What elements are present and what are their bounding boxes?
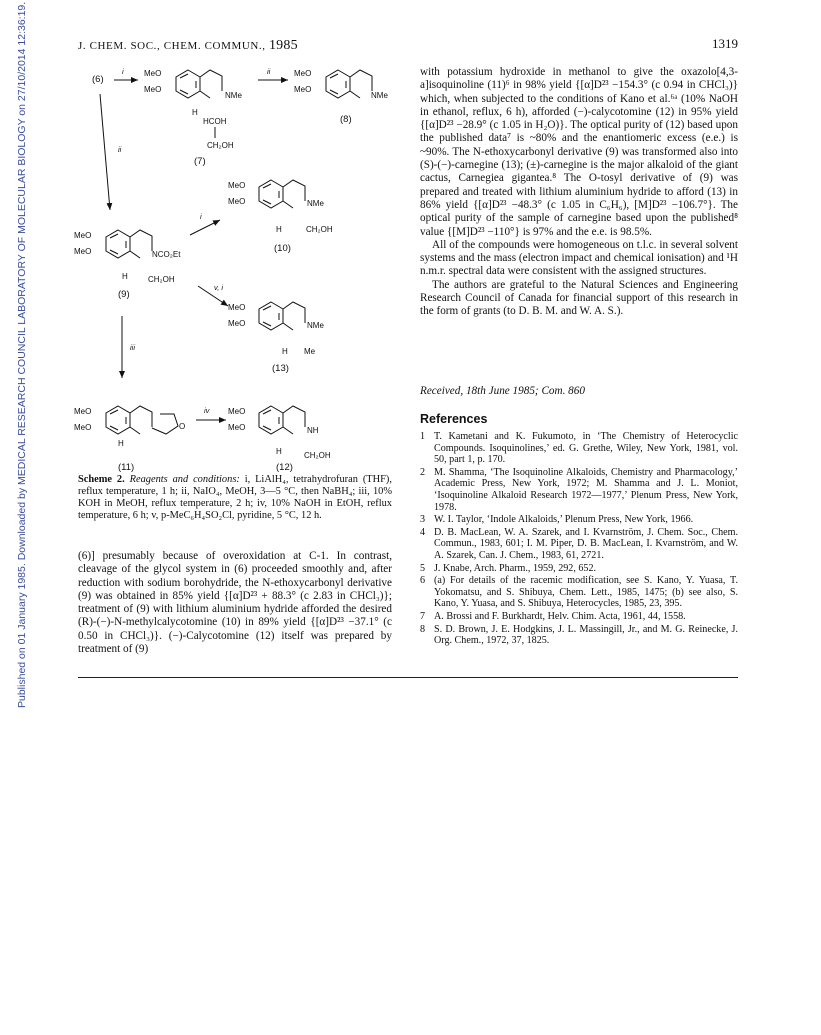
reference-item: 3 W. I. Taylor, ‘Indole Alkaloids,’ Plenum Press, New York, 1966. [420, 514, 694, 526]
scheme-drawing [70, 60, 400, 475]
group-nh-12: NH [307, 426, 319, 435]
reference-item: 7 A. Brossi and F. Burkhardt, Helv. Chim. Acta, 1961, 44, 1558. [420, 610, 686, 622]
bottom-rule [78, 677, 738, 678]
compound-label-6: (6) [92, 74, 104, 85]
group-nco2et-9: NCO₂Et [152, 250, 181, 259]
reagent-v-i: v, i [214, 283, 224, 292]
reagent-iii: iii [130, 343, 135, 352]
body-paragraph-right-2: All of the compounds were homogeneous on t.l.c. in several solvent systems and the mass (electron impact and chemical ionisation) and ¹H n.m.r. spectral data were consistent with the assigned structures. [420, 238, 738, 278]
scheme-caption [78, 474, 392, 522]
compound-label-7: (7) [194, 156, 206, 167]
isoquinoline-11 [106, 406, 152, 434]
arrow-9-to-13 [198, 286, 228, 306]
left-column-body [78, 550, 392, 656]
download-watermark [4, 1, 28, 708]
isoquinoline-9 [106, 230, 152, 258]
compound-label-13: (13) [272, 363, 289, 374]
group-meo-9a: MeO [74, 231, 92, 240]
download-note: Published on 01 January 1985. Downloaded by MEDICAL RESEARCH COUNCIL LABORATORY OF MOLECULAR BIOLOGY on 27/10/2014 12:36:19. [16, 1, 28, 708]
body-paragraph-right-3: The authors are grateful to the Natural Sciences and Engineering Research Council of Canada for financial support of this research in the form of grants (to D. B. M. and W. A. S.). [420, 278, 738, 318]
group-meo-10b: MeO [228, 197, 246, 206]
group-o-11: O [179, 422, 186, 431]
compound-label-10: (10) [274, 243, 291, 254]
caption-title: Reagents and conditions: [129, 474, 240, 485]
group-ch2oh-10: CH₂OH [306, 225, 333, 234]
group-meo-13a: MeO [228, 303, 246, 312]
group-h-9: H [122, 272, 128, 281]
references-heading: References [420, 412, 488, 426]
group-h-11: H [118, 439, 124, 448]
caption-text: i, LiAlH₄, tetrahydrofuran (THF), reflux temperature, 1 h; ii, NaIO₄, MeOH, 3—5 °C, then NaBH₄; iii, 10% KOH in MeOH, reflux temperature, 2 h; iv, 10% NaOH in EtOH, reflux temperature, 6 h; v, p-MeC₆H₄SO₂Cl, pyridine, 5 °C, 12 h. [78, 474, 392, 521]
group-meo-10a: MeO [228, 181, 246, 190]
running-header [78, 38, 298, 54]
isoquinoline-10 [259, 180, 305, 208]
isoquinoline-12 [259, 406, 305, 434]
group-me-13: Me [304, 347, 316, 356]
isoquinoline-13 [259, 302, 305, 330]
group-nme-8: NMe [371, 91, 388, 100]
group-meo-11b: MeO [74, 423, 92, 432]
body-paragraph-right-1: with potassium hydroxide in methanol to give the oxazolo[4,3-a]isoquinoline (11)⁶ in 98% yield {[α]D²³ −154.3° (c 0.94 in CHCl₃)} which, when subjected to the conditions of Kano et al.⁶ᵃ (10% NaOH in ethanol, reflux, 6 h), afforded (−)-calycotomine (12) in 95% yield {[α]D²³ −28.9° (c 1.05 in H₂O)}. The optical purity of (12) based upon the published data⁷ is ~80% and the enantiomeric excess (e.e.) is ~90%. The N-ethoxycarbonyl derivative (9) was transformed also into (S)-(−)-carnegine (13); (±)-carnegine is the major alkaloid of the giant cactus, Carnegiea gigantea.⁸ The O-tosyl derivative of (9) was prepared and treated with lithium aluminium hydride to afford (13) in 86% yield {[α]D²³ −48.3° (c 1.05 in C₆H₆), [M]D²³ −106.7°}. The optical purity of the sample of carnegine based upon the published⁸ value {[M]D²³ −110°} is 97% and the e.e. is 98.5%. [420, 66, 738, 238]
group-ch2oh-12: CH₂OH [304, 451, 331, 460]
reference-item: 2 M. Shamma, ‘The Isoquinoline Alkaloids, Chemistry and Pharmacology,’ Academic Press, New York, 1972; M. Shamma and J. L. Moniot, ‘Isoquinoline Alkaloid Research 1972—1977,’ Plenum Press, New York, 1978. [420, 466, 738, 513]
group-meo-13b: MeO [228, 319, 246, 328]
reagent-i-top: i [122, 67, 124, 76]
journal-year: 1985 [268, 38, 298, 53]
reagent-ii-top: ii [267, 67, 271, 76]
references-list [420, 431, 738, 648]
caption-label: Scheme 2. [78, 474, 125, 485]
group-nme-7: NMe [225, 91, 242, 100]
group-ch2oh-7: CH₂OH [207, 141, 234, 150]
group-meo-7a: MeO [144, 69, 162, 78]
group-nme-13: NMe [307, 321, 324, 330]
group-h-12: H [276, 447, 282, 456]
reagent-ii-left: ii [118, 145, 122, 154]
oxazolidinone-ring-11 [152, 414, 178, 434]
isoquinoline-7 [176, 70, 222, 98]
compound-label-12: (12) [276, 462, 293, 473]
compound-label-8: (8) [340, 114, 352, 125]
reference-item: 4 D. B. MacLean, W. A. Szarek, and I. Kvarnström, J. Chem. Soc., Chem. Commun., 1983, 601; I. M. Piper, D. B. MacLean, I. Kvarnström, and W. A. Szarek, Can. J. Chem., 1983, 61, 2721. [420, 526, 738, 561]
isoquinoline-8 [326, 70, 372, 98]
received-date: Received, 18th June 1985; Com. 860 [420, 385, 585, 397]
reference-item: 1 T. Kametani and K. Fukumoto, in ‘The Chemistry of Heterocyclic Compounds. Isoquinolines,’ ed. G. Grethe, Wiley, New York, 1981, vol. 50, part 1, p. 170. [420, 431, 738, 466]
reference-item: 8 S. D. Brown, J. E. Hodgkins, J. L. Massingill, Jr., and M. G. Reinecke, J. Org. Chem., 1972, 37, 1825. [420, 623, 738, 647]
compound-label-11: (11) [118, 462, 135, 473]
journal-name: J. CHEM. SOC., CHEM. COMMUN., [78, 40, 266, 52]
reference-item: 6 (a) For details of the racemic modification, see S. Kano, Y. Yuasa, T. Yokomatsu, and S. Shibuya, Chem. Lett., 1985, 1475; (b) see also, S. Kano, Y. Yuasa, and S. Shibuya, Heterocycles, 1985, 23, 395. [420, 575, 738, 610]
right-column-body [420, 66, 738, 319]
group-hcoh-7: HCOH [203, 117, 227, 126]
reaction-scheme [70, 60, 400, 475]
arrow-6-to-9 [100, 94, 110, 210]
group-h-7: H [192, 108, 198, 117]
group-meo-7b: MeO [144, 85, 162, 94]
reference-item: 5 J. Knabe, Arch. Pharm., 1959, 292, 652. [420, 562, 597, 574]
group-ch2oh-9: CH₂OH [148, 275, 175, 284]
body-paragraph-left: (6)] presumably because of overoxidation at C-1. In contrast, cleavage of the glycol system in (6) proceeded smoothly and, after reduction with sodium borohydride, the N-ethoxycarbonyl derivative (9) was obtained in 85% yield {[α]D²³ + 88.3° (c 2.83 in CHCl₃)}; treatment of (9) with lithium aluminium hydride afforded the desired (R)-(−)-N-methylcalycotomine (10) in 89% yield {[α]D²³ −37.1° (c 0.50 in CHCl₃)}. (−)-Calycotomine (12) itself was prepared by treatment of (9) [78, 550, 392, 656]
group-h-10: H [276, 225, 282, 234]
group-meo-12a: MeO [228, 407, 246, 416]
group-meo-12b: MeO [228, 423, 246, 432]
arrow-9-to-10 [190, 220, 220, 235]
group-meo-11a: MeO [74, 407, 92, 416]
page-number: 1319 [712, 36, 738, 51]
reagent-iv: iv [204, 406, 210, 415]
group-h-13: H [282, 347, 288, 356]
group-meo-8b: MeO [294, 85, 312, 94]
group-meo-8a: MeO [294, 69, 312, 78]
group-nme-10: NMe [307, 199, 324, 208]
compound-label-9: (9) [118, 289, 130, 300]
reagent-i-mid: i [200, 212, 202, 221]
group-meo-9b: MeO [74, 247, 92, 256]
